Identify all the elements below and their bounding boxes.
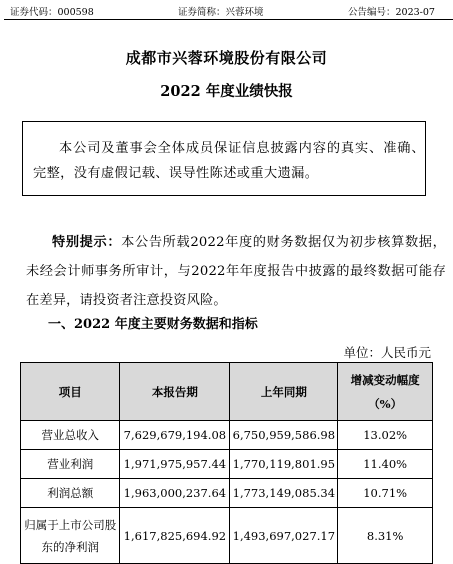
header-change <box>338 363 433 421</box>
row-previous: 1,770,119,801.95 <box>230 450 338 479</box>
special-notice-label: 特别提示： <box>52 235 122 250</box>
section-title: 一、2022 年度主要财务数据和指标 <box>48 317 258 332</box>
row-change: 11.40% <box>338 450 433 479</box>
row-item: 营业总收入 <box>21 421 120 450</box>
row-change: 8.31% <box>338 508 433 564</box>
header-change-line2: （%） <box>368 396 403 411</box>
table-row <box>21 479 433 508</box>
company-name: 成都市兴蓉环境股份有限公司 <box>125 49 328 67</box>
row-change: 10.71% <box>338 479 433 508</box>
row-item <box>21 508 120 564</box>
notice-box <box>22 121 426 196</box>
header-previous: 上年同期 <box>230 363 338 421</box>
financial-table <box>20 362 433 564</box>
currency-unit: 单位：人民币元 <box>343 345 431 360</box>
header-change-line1: 增减变动幅度 <box>350 372 420 387</box>
special-notice-text: 本公告所载2022年度的财务数据仅为初步核算数据，未经会计师事务所审计，与2022年年度报告中披露的最终数据可能存在差异，请投资者注意投资风险。 <box>26 235 447 308</box>
row-current: 1,963,000,237.64 <box>120 479 230 508</box>
stock-code: 证券代码：000598 <box>10 7 94 18</box>
table-row <box>21 421 433 450</box>
row-previous: 1,493,697,027.17 <box>230 508 338 564</box>
header-divider <box>4 19 453 20</box>
row-previous: 6,750,959,586.98 <box>230 421 338 450</box>
row-change: 13.02% <box>338 421 433 450</box>
table-header-row <box>21 363 433 421</box>
header-item: 项目 <box>21 363 120 421</box>
row-previous: 1,773,149,085.34 <box>230 479 338 508</box>
row-item: 利润总额 <box>21 479 120 508</box>
row-current: 1,617,825,694.92 <box>120 508 230 564</box>
row-item-line1: 归属于上市公司股 <box>24 517 117 532</box>
row-current: 1,971,975,957.44 <box>120 450 230 479</box>
header-current: 本报告期 <box>120 363 230 421</box>
notice-text: 本公司及董事会全体成员保证信息披露内容的真实、准确、完整，没有虚假记载、误导性陈述或重大遗漏。 <box>33 141 425 181</box>
row-item-line2: 东的净利润 <box>41 539 99 554</box>
document-title: 2022 年度业绩快报 <box>160 83 293 100</box>
document-header <box>4 4 449 18</box>
row-item: 营业利润 <box>21 450 120 479</box>
table-row <box>21 450 433 479</box>
announcement-number: 公告编号：2023-07 <box>348 7 435 18</box>
stock-name: 证券简称：兴蓉环境 <box>178 7 264 18</box>
special-notice <box>26 228 446 315</box>
table-row <box>21 508 433 564</box>
row-current: 7,629,679,194.08 <box>120 421 230 450</box>
